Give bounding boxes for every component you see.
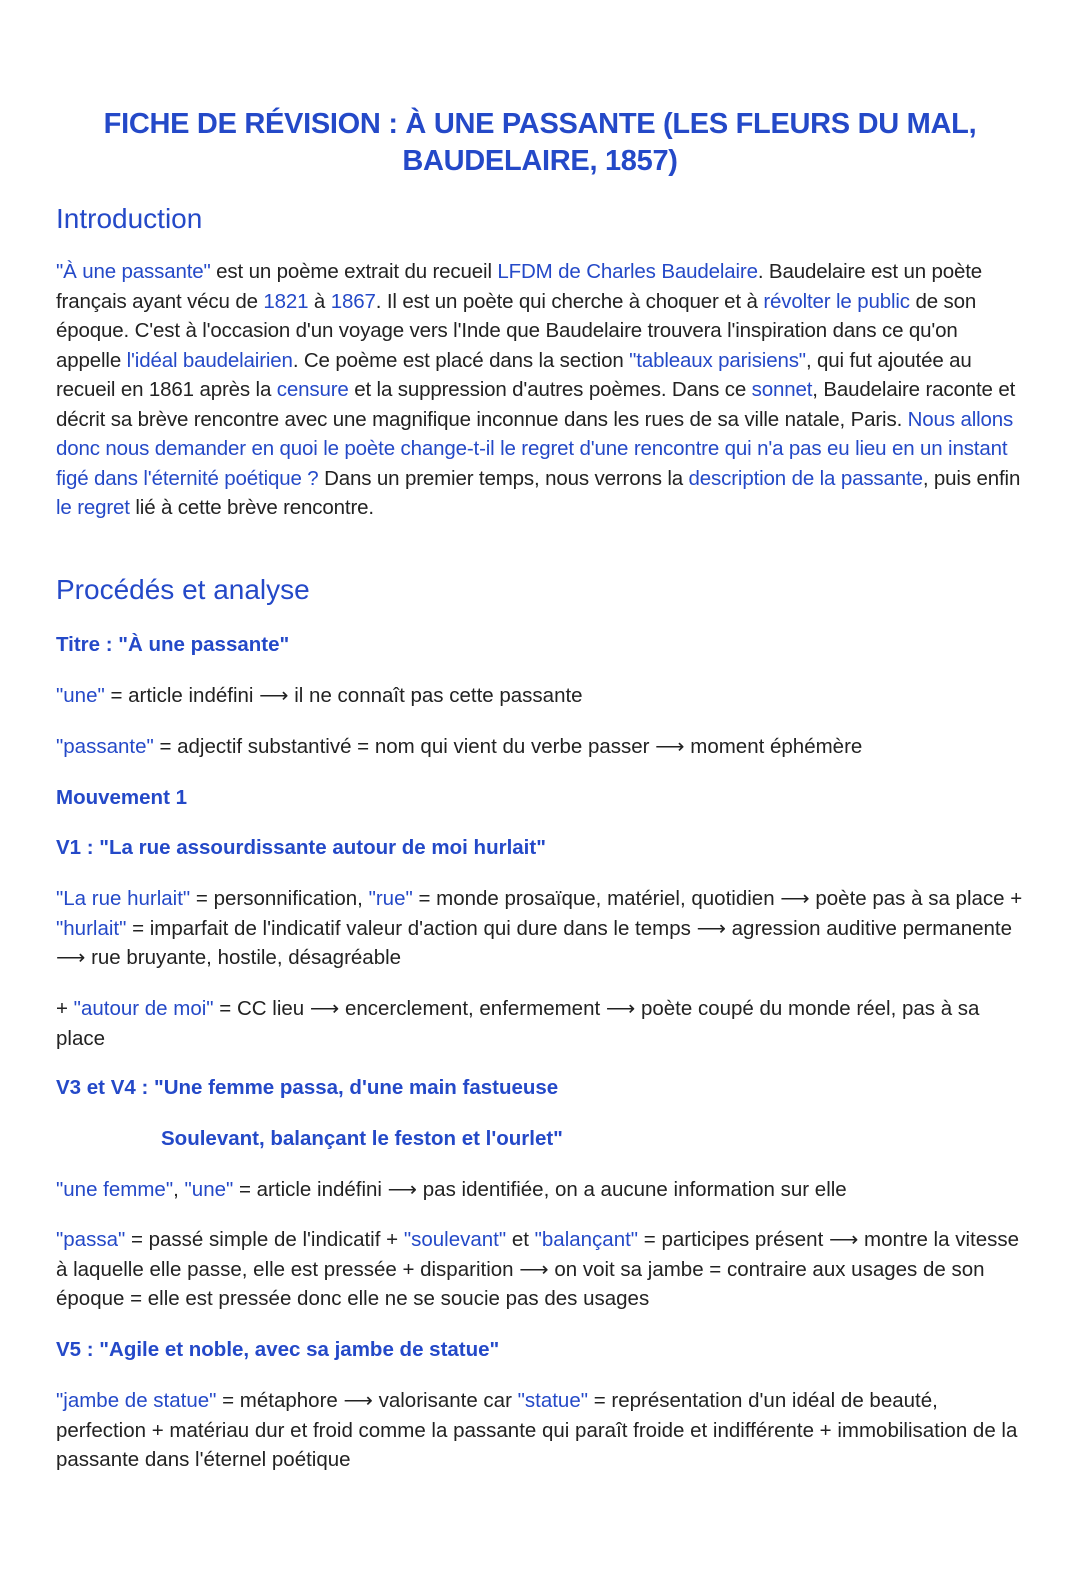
v1-analysis: "La rue hurlait" = personnification, "rue" = monde prosaïque, matériel, quotidien ⟶ poète pas à sa place + "hurlait" = imparfait de l'indicatif valeur d'action qui dure dans le temps ⟶ agression auditive permanente ⟶ rue bruyante, hostile, désagréable [56,887,1023,969]
intro-part-2: le regret [56,496,130,519]
mouvement-1-label: Mouvement 1 [56,786,187,809]
intro-part-1: description de la passante [688,466,923,490]
titre-label: Titre : "À une passante" [56,633,290,656]
title-line-2: BAUDELAIRE, 1857) [402,145,678,177]
introduction-paragraph: "À une passante" est un poème extrait du recueil LFDM de Charles Baudelaire. Baudelaire est un poète français ayant vécu de 1821 à 1867. Il est un poète qui cherche à choquer et à révolter le public de son époque. C'est à l'occasion d'un voyage vers l'Inde que Baudelaire trouvera l'inspiration dans ce qu'on appelle l'idéal baudelairien. Ce poème est placé dans la section "tableaux parisiens", qui fut ajoutée au recueil en 1861 après la censure et la suppression d'autres poèmes. Dans ce sonnet, Baudelaire raconte et décrit sa brève rencontre avec une magnifique inconnue dans les rues de sa ville natale, Paris. Nous allons donc nous demander en quoi le poète change-t-il le regret d'une rencontre qui n'a pas eu lieu en un instant figé dans l'éternité poétique ? Dans un premier temps, nous verrons la description de la passante, puis enfin le regret lié à cette brève rencontre. [56,260,1021,519]
analyse-heading: Procédés et analyse [56,574,310,605]
intro-death-year: 1867 [330,289,376,313]
intro-section: "tableaux parisiens" [629,348,806,372]
intro-poem-title: "À une passante" [56,260,211,283]
intro-revolt: révolter le public [763,289,910,313]
intro-problematique: Nous allons donc nous demander en quoi le poète change-t-il le regret d'une rencontre qui n'a pas eu lieu en un instant figé dans l'éternité poétique ? [56,407,1014,490]
v5-analysis: "jambe de statue" = métaphore ⟶ valorisante car "statue" = représentation d'un idéal de beauté, perfection + matériau dur et froid comme la passante qui paraît froide et indifférente + immobilisation de la passante dans l'éternel poétique [56,1389,1018,1471]
intro-sonnet: sonnet [751,378,813,401]
intro-collection: LFDM de Charles Baudelaire [497,260,758,283]
page-title [60,106,1020,180]
une-analysis: "une" = article indéfini ⟶ il ne connaît pas cette passante [56,684,583,707]
v1-label: V1 : "La rue assourdissante autour de moi hurlait" [56,836,546,859]
introduction-heading: Introduction [56,203,203,234]
intro-censure: censure [276,378,349,401]
passante-analysis: "passante" = adjectif substantivé = nom qui vient du verbe passer ⟶ moment éphémère [56,735,863,758]
v3-v4-label: V3 et V4 : "Une femme passa, d'une main fastueuse [56,1076,559,1099]
intro-birth-year: 1821 [263,289,309,313]
v4-label: Soulevant, balançant le feston et l'ourlet" [161,1127,563,1150]
autour-de-moi-analysis: + "autour de moi" = CC lieu ⟶ encerclement, enfermement ⟶ poète coupé du monde réel, pas à sa place [56,997,980,1050]
intro-ideal: l'idéal baudelairien [126,348,293,372]
une-femme-analysis: "une femme", "une" = article indéfini ⟶ pas identifiée, on a aucune information sur elle [56,1178,847,1201]
v5-label: V5 : "Agile et noble, avec sa jambe de statue" [56,1338,500,1361]
title-line-1: FICHE DE RÉVISION : À UNE PASSANTE (LES FLEURS DU MAL, [103,108,977,140]
passa-analysis: "passa" = passé simple de l'indicatif + "soulevant" et "balançant" = participes présent ⟶ montre la vitesse à laquelle elle passe, elle est pressée + disparition ⟶ on voit sa jambe = contraire aux usages de son époque = elle est pressée donc elle ne se soucie pas des usages [56,1228,1019,1310]
